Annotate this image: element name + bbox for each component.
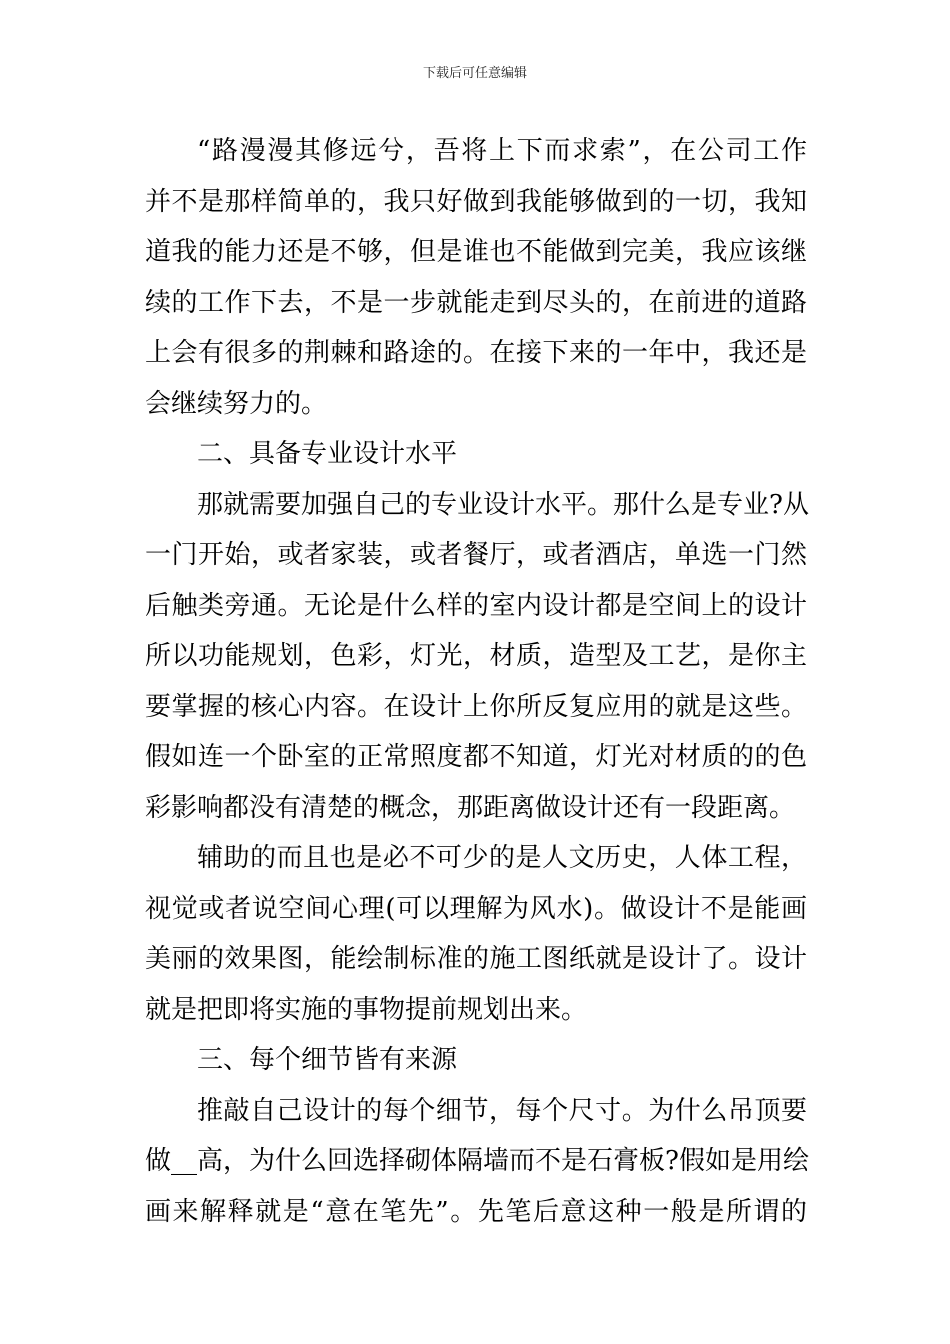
text-line: 推敲自己设计的每个细节，每个尺寸。为什么吊顶要 <box>197 1095 807 1126</box>
text-line: 做__高，为什么回选择砌体隔墙而不是石膏板?假如是用绘 <box>145 1146 809 1176</box>
text-line: 上会有很多的荆棘和路途的。在接下来的一年中，我还是 <box>145 338 807 368</box>
section-heading: 二、具备专业设计水平 <box>197 439 458 469</box>
text-line: 所以功能规划，色彩，灯光，材质，造型及工艺，是你主 <box>145 641 807 671</box>
text-line: 视觉或者说空间心理(可以理解为风水)。做设计不是能画 <box>145 893 807 924</box>
text-line: 辅助的而且也是必不可少的是人文历史，人体工程， <box>197 843 807 873</box>
text-line: 并不是那样简单的，我只好做到我能够做到的一切，我知 <box>145 186 807 217</box>
text-line: 就是把即将实施的事物提前规划出来。 <box>145 994 588 1025</box>
text-line: 续的工作下去，不是一步就能走到尽头的，在前进的道路 <box>145 287 807 318</box>
text-line: 画来解释就是“意在笔先”。先笔后意这种一般是所谓的 <box>145 1196 807 1227</box>
text-line: 道我的能力还是不够，但是谁也不能做到完美，我应该继 <box>145 237 807 267</box>
text-line: 要掌握的核心内容。在设计上你所反复应用的就是这些。 <box>145 691 807 722</box>
text-line: 后触类旁通。无论是什么样的室内设计都是空间上的设计 <box>145 590 807 621</box>
text-line: 会继续努力的。 <box>145 388 328 419</box>
text-line: 那就需要加强自己的专业设计水平。那什么是专业?从 <box>197 489 809 520</box>
page-header: 下载后可任意编辑 <box>422 66 527 81</box>
text-line: 彩影响都没有清楚的概念，那距离做设计还有一段距离。 <box>145 792 796 823</box>
text-line: 一门开始，或者家装，或者餐厅，或者酒店，单选一门然 <box>145 540 807 570</box>
section-heading: 三、每个细节皆有来源 <box>197 1045 458 1075</box>
document-body <box>145 126 807 1237</box>
text-line: “路漫漫其修远兮，吾将上下而求索”，在公司工作 <box>197 136 807 166</box>
text-line: 假如连一个卧室的正常照度都不知道，灯光对材质的的色 <box>145 742 807 772</box>
text-line: 美丽的效果图，能绘制标准的施工图纸就是设计了。设计 <box>145 944 807 974</box>
